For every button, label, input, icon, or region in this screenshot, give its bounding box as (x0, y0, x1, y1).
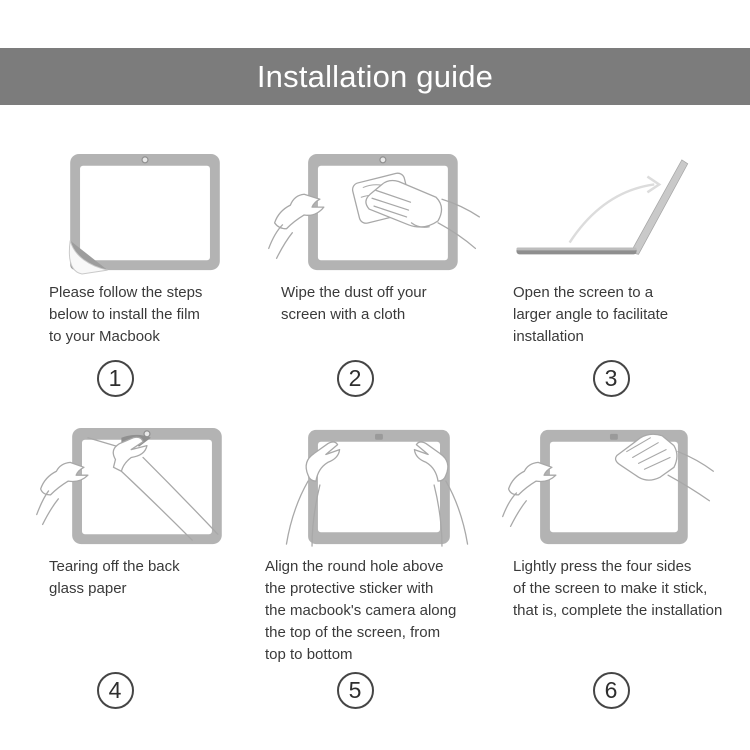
wipe-screen-icon (267, 150, 487, 276)
screen-panel (82, 440, 212, 535)
step-4 (29, 424, 261, 710)
align-film-icon (267, 424, 487, 550)
step-6-illustration (493, 424, 725, 550)
step-5-number-badge: 5 (337, 672, 374, 709)
step-6-caption: Lightly press the four sides of the screen to make it stick, that is, complete the installation (513, 558, 723, 619)
tear-film-icon (35, 424, 255, 550)
step-3-number-badge: 3 (593, 360, 630, 397)
press-screen-icon (499, 424, 719, 550)
step-3-caption: Open the screen to a larger angle to facilitate installation (513, 284, 669, 345)
camera-dot-icon (610, 434, 618, 440)
page-title: Installation guide (256, 58, 494, 94)
step-1-caption: Please follow the steps below to install the film to your Macbook (49, 284, 203, 345)
step-2-number-badge: 2 (337, 360, 374, 397)
step-4-illustration (29, 424, 261, 550)
laptop-lid (631, 160, 688, 255)
header-banner (0, 48, 750, 105)
step-1-number-badge: 1 (97, 360, 134, 397)
screen-panel (80, 166, 210, 261)
step-1-illustration (29, 150, 261, 276)
step-1 (29, 150, 261, 398)
steps-grid (29, 150, 725, 710)
camera-dot-icon (142, 157, 148, 163)
step-5 (261, 424, 493, 710)
step-2-illustration (261, 150, 493, 276)
camera-dot-icon (375, 434, 383, 440)
screen-film-peel-icon (35, 150, 255, 276)
step-5-caption: Align the round hole above the protective sticker with the macbook's camera along the top of the screen, from top to bottom (265, 558, 457, 663)
open-laptop-icon (499, 150, 719, 276)
step-4-caption: Tearing off the back glass paper (49, 558, 180, 597)
step-3-illustration (493, 150, 725, 276)
step-4-number-badge: 4 (97, 672, 134, 709)
step-2 (261, 150, 493, 398)
step-6-number-badge: 6 (593, 672, 630, 709)
step-6 (493, 424, 725, 710)
camera-dot-icon (380, 157, 386, 163)
step-5-illustration (261, 424, 493, 550)
step-3 (493, 150, 725, 398)
laptop-base-highlight (516, 247, 636, 250)
step-2-caption: Wipe the dust off your screen with a cloth (281, 284, 427, 323)
